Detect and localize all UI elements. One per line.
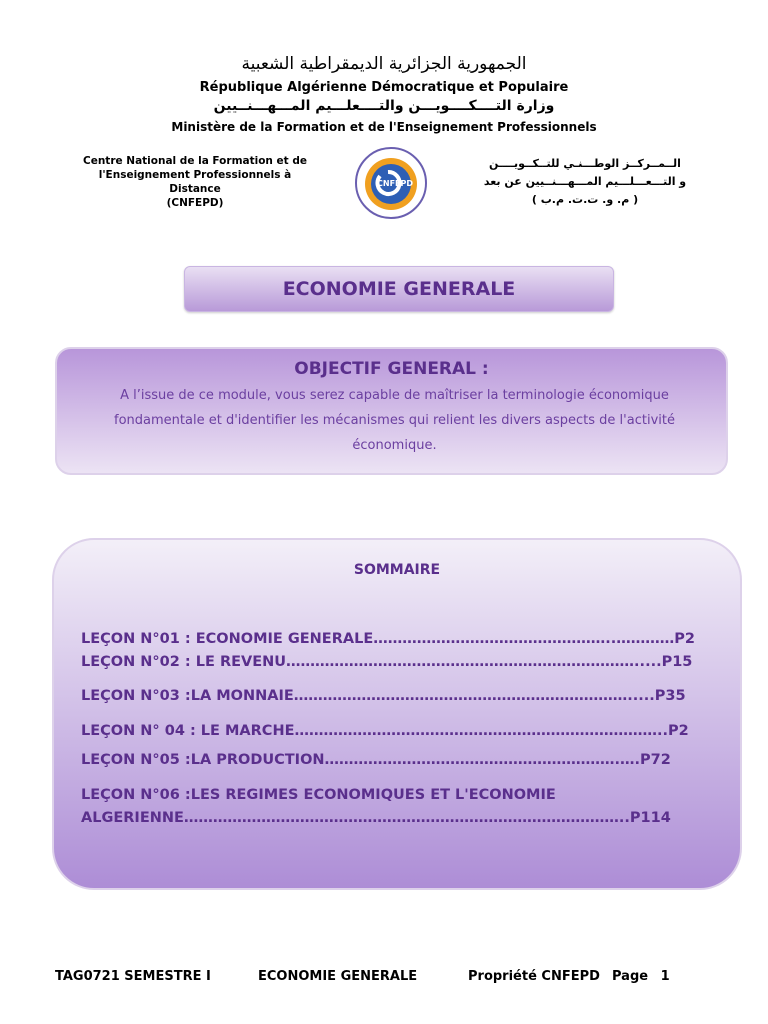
footer-page xyxy=(612,969,670,984)
lesson-06-link[interactable]: LEÇON N°06 :LES REGIMES ECONOMIQUES ET L'ECONOMIE xyxy=(81,787,556,803)
sommaire-heading: SOMMAIRE xyxy=(353,562,441,578)
centre-ar-line3: ( م. و. ت.ت. م.ب ) xyxy=(531,193,639,206)
footer-code: TAG0721 SEMESTRE I xyxy=(55,969,211,984)
header-french-ministry: Ministère de la Formation et de l'Enseignement Professionnels xyxy=(171,120,597,134)
lesson-02-link[interactable]: LEÇON N°02 : LE REVENU……………………………………………………………….....P15 xyxy=(81,654,693,670)
sommaire-box xyxy=(52,538,742,890)
module-title: ECONOMIE GENERALE xyxy=(184,266,614,312)
centre-name-arabic xyxy=(470,155,700,209)
header-arabic-republic: الجمهورية الجزائرية الديمقراطية الشعبية xyxy=(241,54,527,74)
lesson-04-link[interactable]: LEÇON N° 04 : LE MARCHE…………………………………………………………………..P2 xyxy=(81,723,689,739)
footer-page-label: Page xyxy=(612,969,649,984)
footer-property: Propriété CNFEPD xyxy=(468,969,600,984)
centre-name-french xyxy=(80,154,310,210)
centre-fr-line3: (CNFEPD) xyxy=(166,197,224,209)
header-french-republic: République Algérienne Démocratique et Populaire xyxy=(199,80,569,95)
header-arabic-ministry: وزارة التــــكــــويـــن والتــــعلـــيم المـــهـــنــيين xyxy=(213,98,555,114)
cnfepd-logo xyxy=(354,146,428,220)
lesson-05-link[interactable]: LEÇON N°05 :LA PRODUCTION…………………………………………………….….P72 xyxy=(81,752,671,768)
objectif-line1: A l’issue de ce module, vous serez capable de maîtriser la terminologie économique xyxy=(120,388,669,403)
footer-page-number: 1 xyxy=(660,969,670,984)
objectif-line2: fondamentale et d'identifier les mécanismes qui relient les divers aspects de l'activité xyxy=(114,413,675,428)
centre-ar-line1: الــمــركــز الوطـــنـي للتــكــويــــن xyxy=(489,157,681,170)
centre-fr-line1: Centre National de la Formation et de xyxy=(83,155,307,167)
objectif-line3: économique. xyxy=(352,438,437,453)
centre-fr-line2: l'Enseignement Professionnels à Distance xyxy=(98,169,292,195)
objectif-box xyxy=(55,347,728,475)
lesson-03-link[interactable]: LEÇON N°03 :LA MONNAIE…………………………………………………………….....P35 xyxy=(81,688,686,704)
lesson-01-link[interactable]: LEÇON N°01 : ECONOMIE GENERALE…………………………………………..…………P2 xyxy=(81,631,695,647)
logo-text: CNFEPD xyxy=(377,179,413,188)
objectif-text xyxy=(97,383,692,458)
lesson-06-continuation[interactable]: ALGERIENNE………………………………………………………………………………..P114 xyxy=(81,810,671,826)
centre-ar-line2: و التـــعـــلـــيم المـــهـــنــيين عن بعد xyxy=(483,175,687,188)
footer-module: ECONOMIE GENERALE xyxy=(258,969,418,984)
objectif-heading: OBJECTIF GENERAL : xyxy=(294,359,489,379)
